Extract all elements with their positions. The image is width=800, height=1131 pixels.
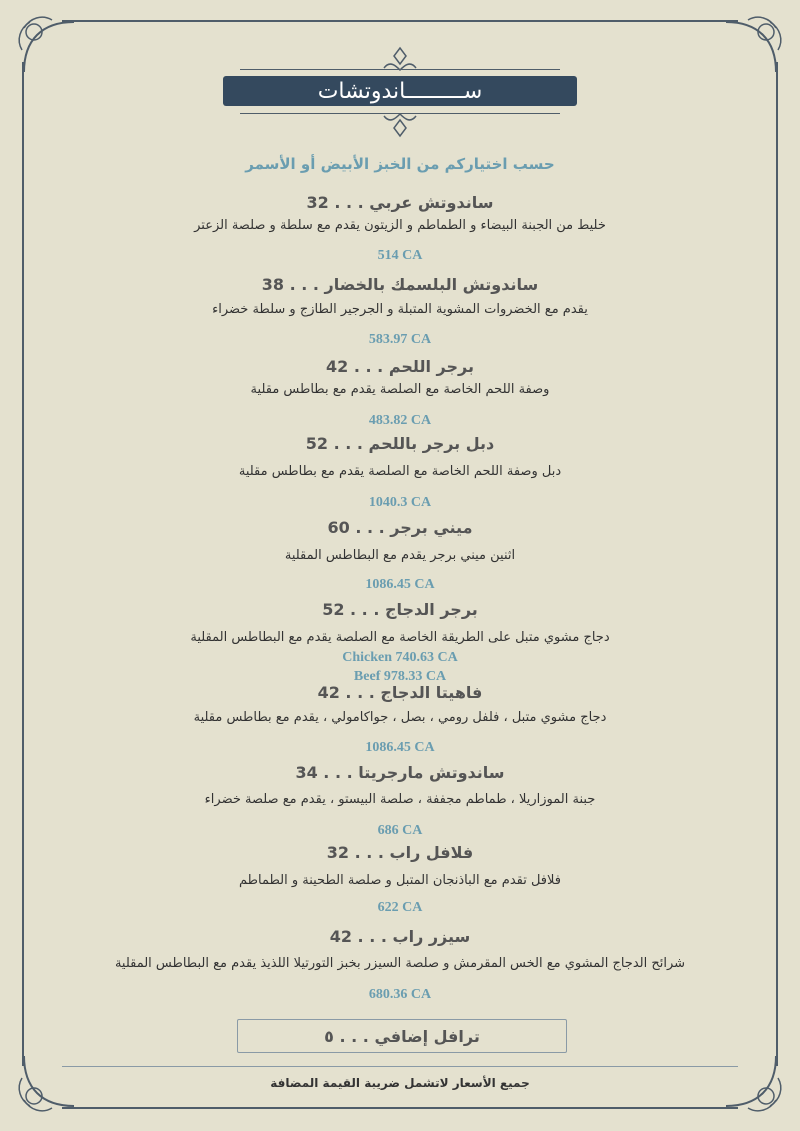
- item-name: ساندوتش عربي . . . 32: [306, 193, 494, 212]
- item-name: ساندوتش البلسمك بالخضار . . . 38: [261, 275, 539, 294]
- item-price: 1086.45 CA: [365, 740, 435, 755]
- item-description: يقدم مع الخضروات المشوية المتبلة و الجرجير الطازج و سلطة خضراء: [212, 302, 588, 317]
- corner-ornament-top-right: [718, 10, 788, 80]
- item-description: جبنة الموزاريلا ، طماطم مجففة ، صلصة البيستو ، يقدم مع صلصة خضراء: [204, 792, 596, 807]
- footer-rule: [62, 1066, 738, 1067]
- item-name: برجر الدجاج . . . 52: [322, 600, 478, 619]
- item-price: 1086.45 CA: [365, 577, 435, 592]
- item-name: سيزر راب . . . 42: [329, 927, 471, 946]
- section-header: [223, 76, 577, 106]
- truffle-extra-label: ترافل إضافي . . . ٥: [324, 1026, 480, 1046]
- item-description: وصفة اللحم الخاصة مع الصلصة يقدم مع بطاطس مقلية: [250, 382, 550, 397]
- frame-top-border: [62, 20, 738, 22]
- vat-note: جميع الأسعار لاتشمل ضريبة القيمة المضافة: [270, 1076, 530, 1090]
- item-price-beef: Beef 978.33 CA: [353, 669, 447, 684]
- item-price: 583.97 CA: [368, 332, 432, 347]
- item-description: خليط من الجبنة البيضاء و الطماطم و الزيتون يقدم مع سلطة و صلصة الزعتر: [194, 218, 606, 233]
- bread-choice-note: حسب اختياركم من الخبز الأبيض أو الأسمر: [245, 155, 555, 173]
- item-description: دبل وصفة اللحم الخاصة مع الصلصة يقدم مع بطاطس مقلية: [238, 464, 562, 479]
- item-name: فلافل راب . . . 32: [326, 843, 474, 862]
- truffle-extra-box: [237, 1019, 567, 1053]
- header-rule-top: [240, 69, 560, 70]
- item-description: دجاج مشوي متبل ، فلفل رومي ، بصل ، جواكامولي ، يقدم مع بطاطس مقلية: [193, 710, 607, 725]
- section-title: ســـــــــاندوتشات: [317, 78, 483, 104]
- item-description: فلافل تقدم مع الباذنجان المتبل و صلصة الطحينة و الطماطم: [238, 873, 561, 888]
- item-price: 483.82 CA: [368, 413, 432, 428]
- item-name: دبل برجر باللحم . . . 52: [305, 434, 495, 453]
- item-price: 514 CA: [377, 248, 423, 263]
- item-name: ميني برجر . . . 60: [327, 518, 473, 537]
- item-description: دجاج مشوي متبل على الطريقة الخاصة مع الصلصة يقدم مع البطاطس المقلية: [190, 630, 610, 645]
- item-description: شرائح الدجاج المشوي مع الخس المقرمش و صلصة السيزر بخبز التورتيلا اللذيذ يقدم مع البطاطس المقلية: [114, 956, 686, 971]
- frame-bottom-border: [62, 1107, 738, 1109]
- item-name: ساندوتش مارجريتا . . . 34: [295, 763, 505, 782]
- item-price: 686 CA: [377, 823, 423, 838]
- corner-ornament-top-left: [12, 10, 82, 80]
- item-price: 1040.3 CA: [368, 495, 432, 510]
- item-name: برجر اللحم . . . 42: [326, 357, 474, 376]
- item-price-chicken: Chicken 740.63 CA: [342, 650, 458, 665]
- item-price: 622 CA: [377, 900, 423, 915]
- header-ornament-bottom: [380, 112, 420, 138]
- item-price: 680.36 CA: [368, 987, 432, 1002]
- item-description: اثنين ميني برجر يقدم مع البطاطس المقلية: [284, 548, 516, 563]
- item-name: فاهيتا الدجاج . . . 42: [317, 683, 483, 702]
